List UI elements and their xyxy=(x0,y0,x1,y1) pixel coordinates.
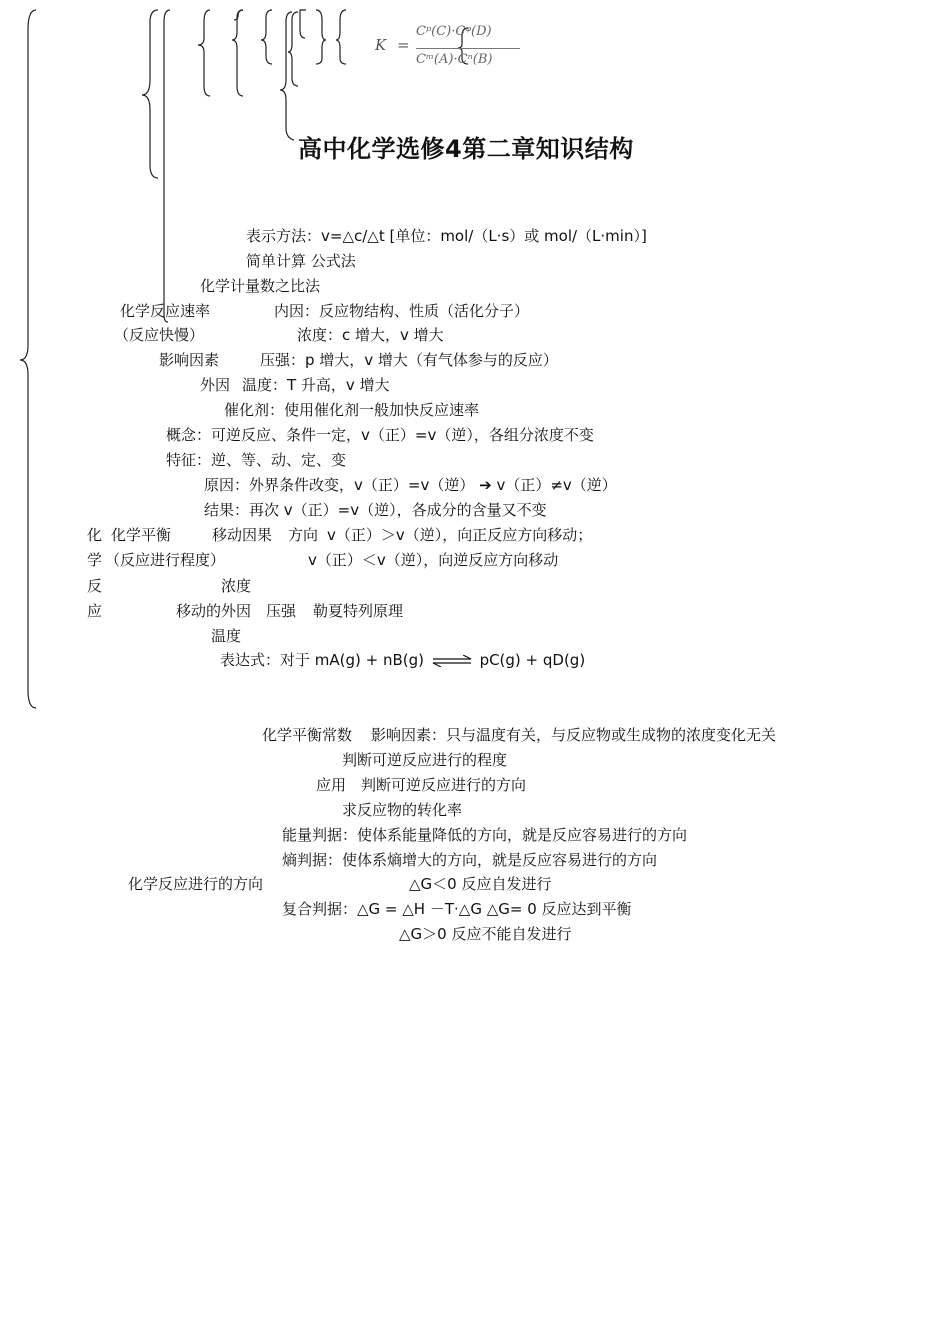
eq-conc: 浓度 xyxy=(221,577,252,595)
eq-concept: 概念：可逆反应、条件一定，v（正）=v（逆），各组分浓度不变 xyxy=(166,426,594,444)
formula-k: K xyxy=(375,36,387,54)
eq-cause-line xyxy=(204,475,617,495)
eq-feature: 特征：逆、等、动、定、变 xyxy=(166,451,347,469)
eq-constant: 化学平衡常数 xyxy=(262,726,353,744)
formula-equals: = xyxy=(397,36,410,54)
dir-gt: △G＞0 反应不能自发进行 xyxy=(399,925,572,943)
eq-app-direction: 判断可逆反应进行的方向 xyxy=(361,776,527,794)
eq-cause: 原因：外界条件改变，v（正）=v（逆） xyxy=(204,476,475,494)
eq-shift-external: 移动的外因 xyxy=(176,602,252,620)
rate-temperature: 温度：T 升高，v 增大 xyxy=(242,376,390,394)
rate-factors: 影响因素 xyxy=(159,351,220,369)
eq-result: 结果：再次 v（正）=v（逆），各成分的含量又不变 xyxy=(204,501,547,519)
rate-concentration: 浓度：c 增大，v 增大 xyxy=(297,326,444,344)
rate-external: 外因 xyxy=(200,376,231,394)
eq-app-conversion: 求反应物的转化率 xyxy=(342,801,463,819)
dir-energy: 能量判据：使体系能量降低的方向，就是反应容易进行的方向 xyxy=(282,826,688,844)
eq-expression-right: pC(g) + qD(g) xyxy=(479,651,586,669)
rate-pressure: 压强：p 增大，v 增大（有气体参与的反应） xyxy=(260,351,558,369)
dir-composite: 复合判据：△G = △H －T·△G △G= 0 反应达到平衡 xyxy=(282,900,632,918)
eq-backward: v（正）＜v（逆），向逆反应方向移动 xyxy=(308,551,559,569)
equilibrium-constant-formula xyxy=(372,22,532,74)
formula-denominator: Cᵐ(A)·Cⁿ(B) xyxy=(416,52,493,67)
fraction-bar xyxy=(416,48,520,49)
rate-calc: 简单计算 公式法 xyxy=(246,252,356,270)
cause-arrow-icon: ➔ xyxy=(479,476,492,494)
eq-direction: 方向 xyxy=(288,526,319,544)
eq-shift-factor: 移动因果 xyxy=(212,526,273,544)
dir-heading: 化学反应进行的方向 xyxy=(128,875,264,893)
eq-app: 应用 xyxy=(316,776,347,794)
root-char-4: 应 xyxy=(87,602,103,620)
dir-entropy: 熵判据：使体系熵增大的方向，就是反应容易进行的方向 xyxy=(282,851,658,869)
eq-expression xyxy=(220,650,585,670)
rate-ratio: 化学计量数之比法 xyxy=(200,277,321,295)
rate-heading: 化学反应速率 xyxy=(120,302,211,320)
eq-constant-factor: 影响因素：只与温度有关，与反应物或生成物的浓度变化无关 xyxy=(371,726,777,744)
eq-heading: 化学平衡 xyxy=(111,526,172,544)
rate-method: 表示方法：v=△c/△t [单位：mol/（L·s）或 mol/（L·min）] xyxy=(246,227,647,245)
eq-heading-sub: （反应进行程度） xyxy=(105,551,226,569)
formula-numerator: Cᵖ(C)·Cᵠ(D) xyxy=(416,24,492,39)
page-title: 高中化学选修4第二章知识结构 xyxy=(298,135,634,163)
root-char-1: 化 xyxy=(87,526,103,544)
eq-cause-result: v（正）≠v（逆） xyxy=(496,476,617,494)
dir-lt: △G＜0 反应自发进行 xyxy=(409,875,552,893)
eq-principle: 勒夏特列原理 xyxy=(313,602,404,620)
rate-catalyst: 催化剂：使用催化剂一般加快反应速率 xyxy=(224,401,480,419)
eq-app-degree: 判断可逆反应进行的程度 xyxy=(342,751,508,769)
rate-heading-sub: （反应快慢） xyxy=(114,326,205,344)
eq-temp: 温度 xyxy=(211,627,242,645)
eq-press: 压强 xyxy=(266,602,297,620)
reversible-arrow-icon xyxy=(431,655,473,667)
eq-forward: v（正）＞v（逆），向正反应方向移动； xyxy=(327,526,593,544)
root-char-2: 学 xyxy=(87,551,103,569)
eq-expression-left: 表达式：对于 mA(g) + nB(g) xyxy=(220,651,424,669)
root-char-3: 反 xyxy=(87,577,103,595)
rate-internal: 内因：反应物结构、性质（活化分子） xyxy=(274,302,530,320)
